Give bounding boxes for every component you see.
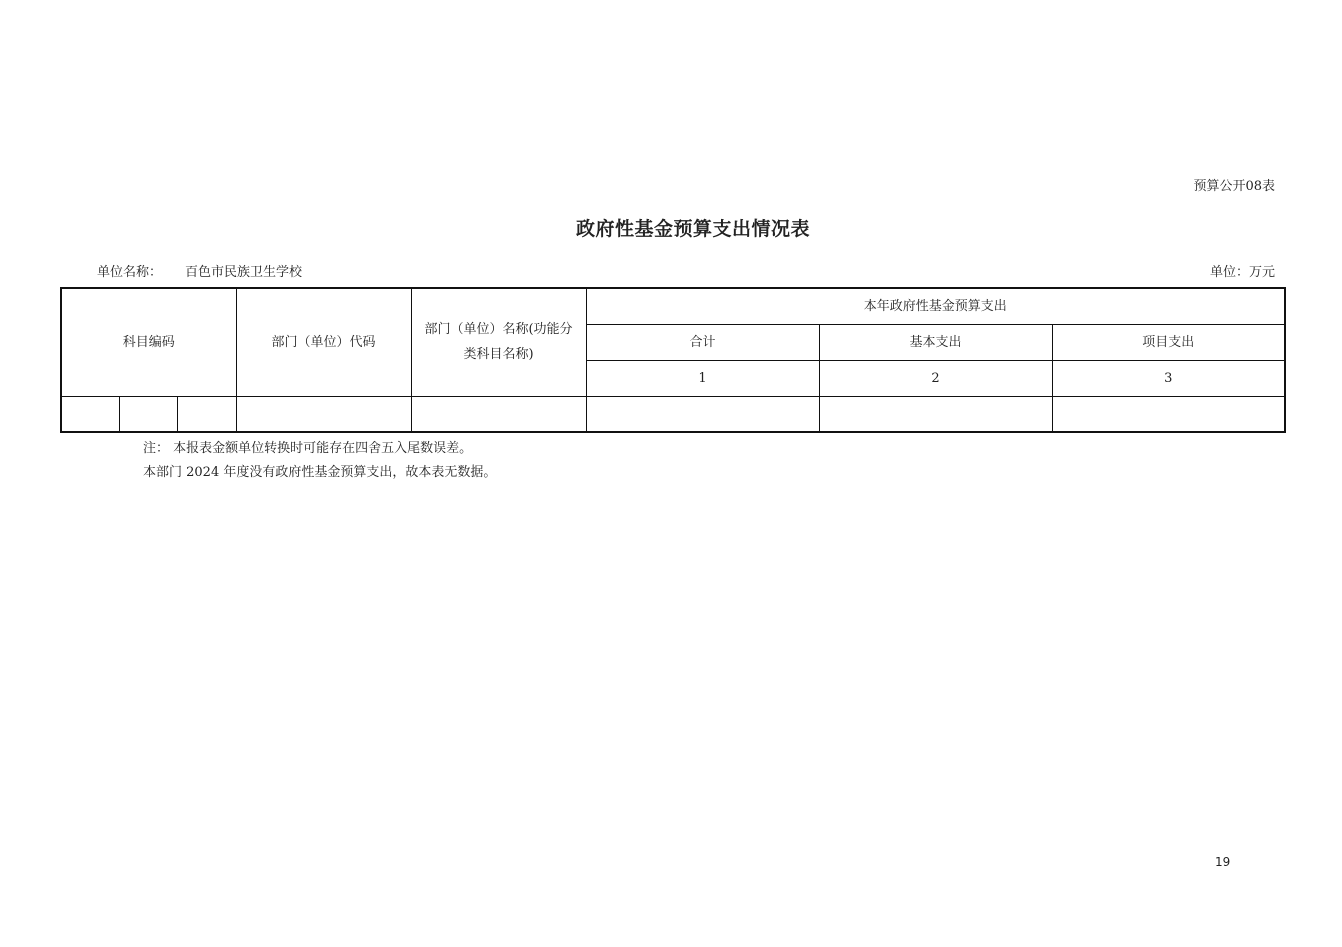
- page-title: 政府性基金预算支出情况表: [575, 218, 810, 240]
- page-number: 19: [1215, 855, 1231, 869]
- note-no-data: 本部门 2024 年度没有政府性基金预算支出，故本表无数据。: [143, 465, 497, 480]
- table-row: [61, 396, 1285, 432]
- unit-name-value: 百色市民族卫生学校: [185, 265, 303, 280]
- empty-cell: [61, 396, 119, 432]
- column-number-total: 1: [586, 360, 819, 396]
- unit-name-label: 单位名称：: [97, 265, 163, 280]
- header-dept-code: 部门（单位）代码: [236, 288, 411, 396]
- form-code: 预算公开08表: [1193, 179, 1275, 194]
- header-basic-expenditure: 基本支出: [819, 324, 1052, 360]
- header-group-expenditure: 本年政府性基金预算支出: [586, 288, 1285, 324]
- column-number-project: 3: [1052, 360, 1285, 396]
- header-total: 合计: [586, 324, 819, 360]
- header-subject-code: 科目编码: [61, 288, 236, 396]
- empty-cell: [1052, 396, 1285, 432]
- budget-table: [60, 287, 1286, 433]
- empty-cell: [119, 396, 177, 432]
- currency-unit-label: 单位：万元: [1209, 265, 1275, 280]
- header-project-expenditure: 项目支出: [1052, 324, 1285, 360]
- empty-cell: [177, 396, 236, 432]
- header-dept-name: 部门（单位）名称(功能分类科目名称): [411, 288, 586, 396]
- empty-cell: [586, 396, 819, 432]
- empty-cell: [236, 396, 411, 432]
- empty-cell: [819, 396, 1052, 432]
- empty-cell: [411, 396, 586, 432]
- note-rounding: 注： 本报表金额单位转换时可能存在四舍五入尾数误差。: [143, 441, 473, 456]
- column-number-basic: 2: [819, 360, 1052, 396]
